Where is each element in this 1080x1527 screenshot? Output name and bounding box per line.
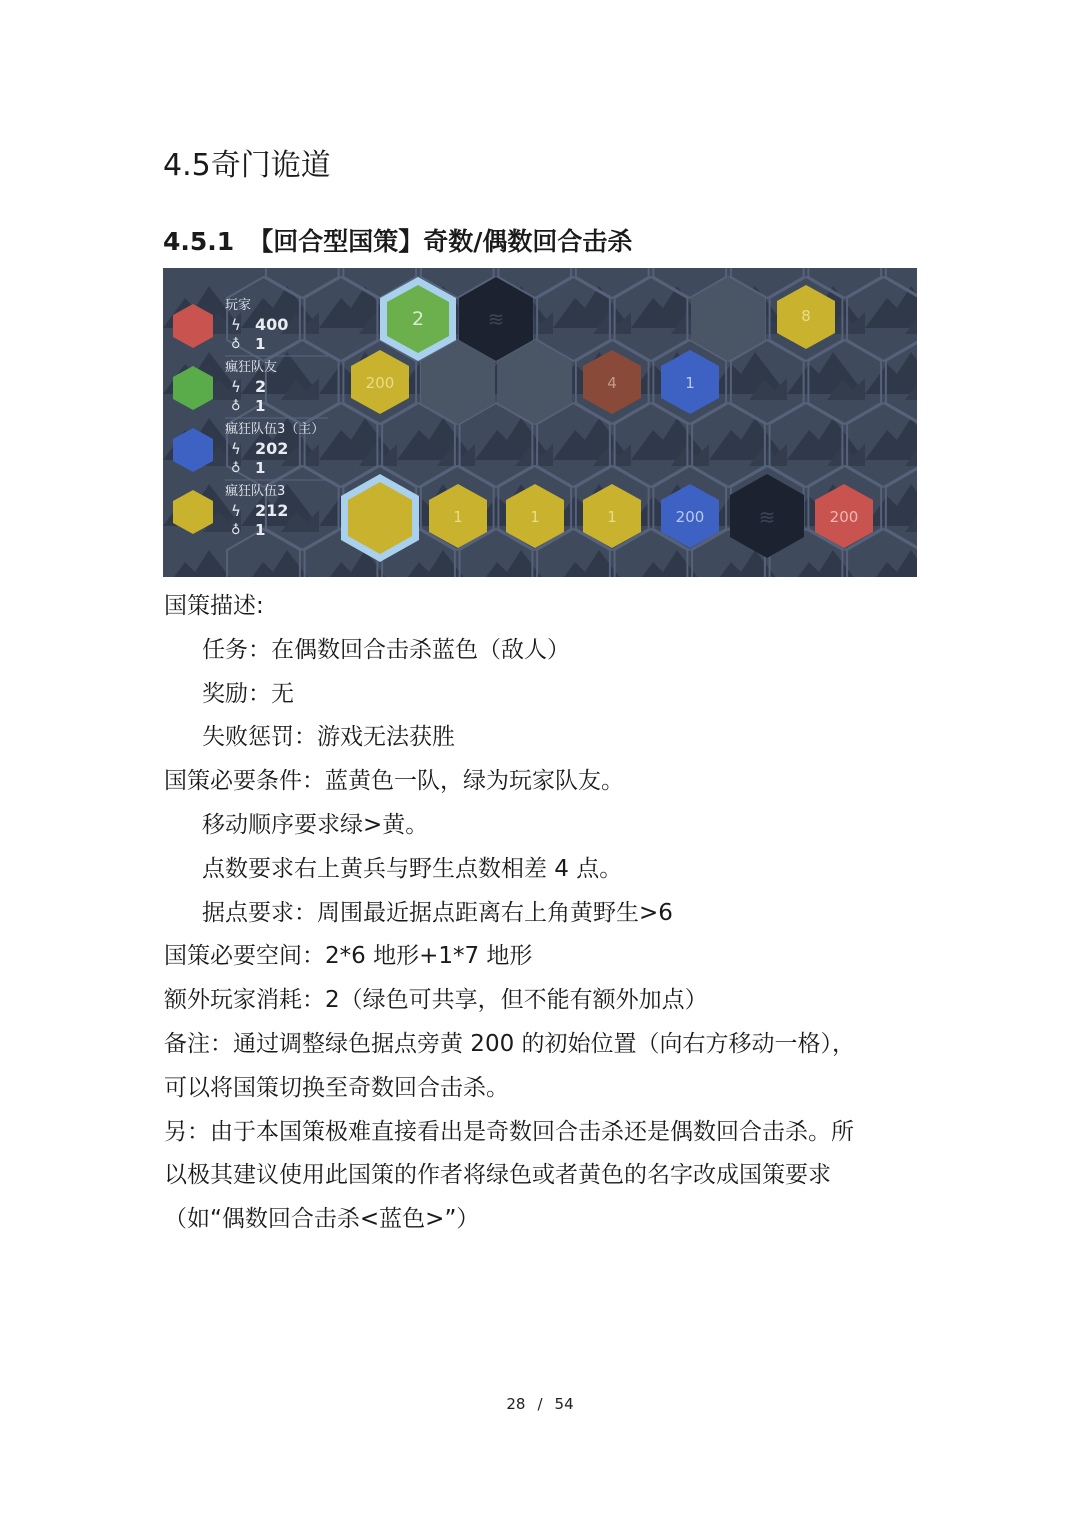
lightning-icon: ϟ <box>231 440 241 458</box>
lightning-icon: ϟ <box>231 502 241 520</box>
tile-label: 4 <box>607 374 617 392</box>
reward-line: 奖励：无 <box>202 680 294 707</box>
current-page: 28 <box>506 1395 526 1413</box>
space-line: 国策必要空间：2*6 地形+1*7 地形 <box>164 943 533 970</box>
note-line: 可以将国策切换至奇数回合击杀。 <box>164 1074 509 1101</box>
lightning-icon: ϟ <box>231 378 241 396</box>
section-title: 4.5奇门诡道 <box>163 148 331 183</box>
requirement-line: 移动顺序要求绿>黄。 <box>202 811 429 838</box>
player-name: 瘋狂队友 <box>225 360 278 375</box>
bag-icon: ♁ <box>231 399 241 414</box>
lightning-icon: ϟ <box>231 316 241 334</box>
player-count: 1 <box>255 397 266 415</box>
player-name: 瘋狂队伍3（主） <box>225 422 325 437</box>
bag-icon: ♁ <box>231 337 241 352</box>
player-power: 2 <box>255 377 267 396</box>
player-power: 212 <box>255 501 289 520</box>
tile-label: 8 <box>801 307 811 325</box>
extra-cost-line: 额外玩家消耗：2（绿色可共享，但不能有额外加点） <box>164 987 708 1014</box>
player-name: 瘋狂队伍3 <box>225 484 286 499</box>
desc-label: 国策描述: <box>164 593 264 619</box>
tile-label: 200 <box>675 508 705 526</box>
player-count: 1 <box>255 335 266 353</box>
subsection-title: 【回合型国策】奇数/偶数回合击杀 <box>248 227 633 256</box>
total-pages: 54 <box>554 1395 574 1413</box>
bag-icon: ♁ <box>231 461 241 476</box>
tile-label: 1 <box>607 508 617 526</box>
page-separator: / <box>537 1395 543 1413</box>
tile-label: 1 <box>530 508 540 526</box>
player-count: 1 <box>255 521 266 539</box>
tile-label: 1 <box>685 374 695 392</box>
player-power: 202 <box>255 439 289 458</box>
wave-icon: ≋ <box>487 307 505 331</box>
player-power: 400 <box>255 315 289 334</box>
player-name: 玩家 <box>225 298 252 313</box>
penalty-line: 失败惩罚：游戏无法获胜 <box>202 724 455 751</box>
tile-label: 2 <box>411 308 425 330</box>
bag-icon: ♁ <box>231 523 241 538</box>
tile-label: 1 <box>453 508 463 526</box>
page-footer <box>0 1395 1080 1413</box>
subsection-number: 4.5.1 <box>163 227 235 256</box>
note-line: 备注：通过调整绿色据点旁黄 200 的初始位置（向右方移动一格）， <box>164 1030 856 1057</box>
game-screenshot <box>163 268 917 577</box>
wave-icon: ≋ <box>758 505 776 529</box>
requirement-line: 据点要求：周围最近据点距离右上角黄野生>6 <box>202 899 673 926</box>
subsection-heading <box>163 222 632 258</box>
also-line: （如“偶数回合击杀<蓝色>”） <box>164 1206 480 1233</box>
also-line: 以极其建议使用此国策的作者将绿色或者黄色的名字改成国策要求 <box>164 1162 831 1189</box>
also-line: 另：由于本国策极难直接看出是奇数回合击杀还是偶数回合击杀。所 <box>164 1118 854 1145</box>
requirement-line: 国策必要条件：蓝黄色一队，绿为玩家队友。 <box>164 768 624 795</box>
tile-label: 200 <box>829 508 859 526</box>
requirement-line: 点数要求右上黄兵与野生点数相差 4 点。 <box>202 855 623 882</box>
player-count: 1 <box>255 459 266 477</box>
tile-label: 200 <box>365 374 395 392</box>
task-line: 任务：在偶数回合击杀蓝色（敌人） <box>202 636 570 663</box>
policy-description <box>164 585 924 1242</box>
